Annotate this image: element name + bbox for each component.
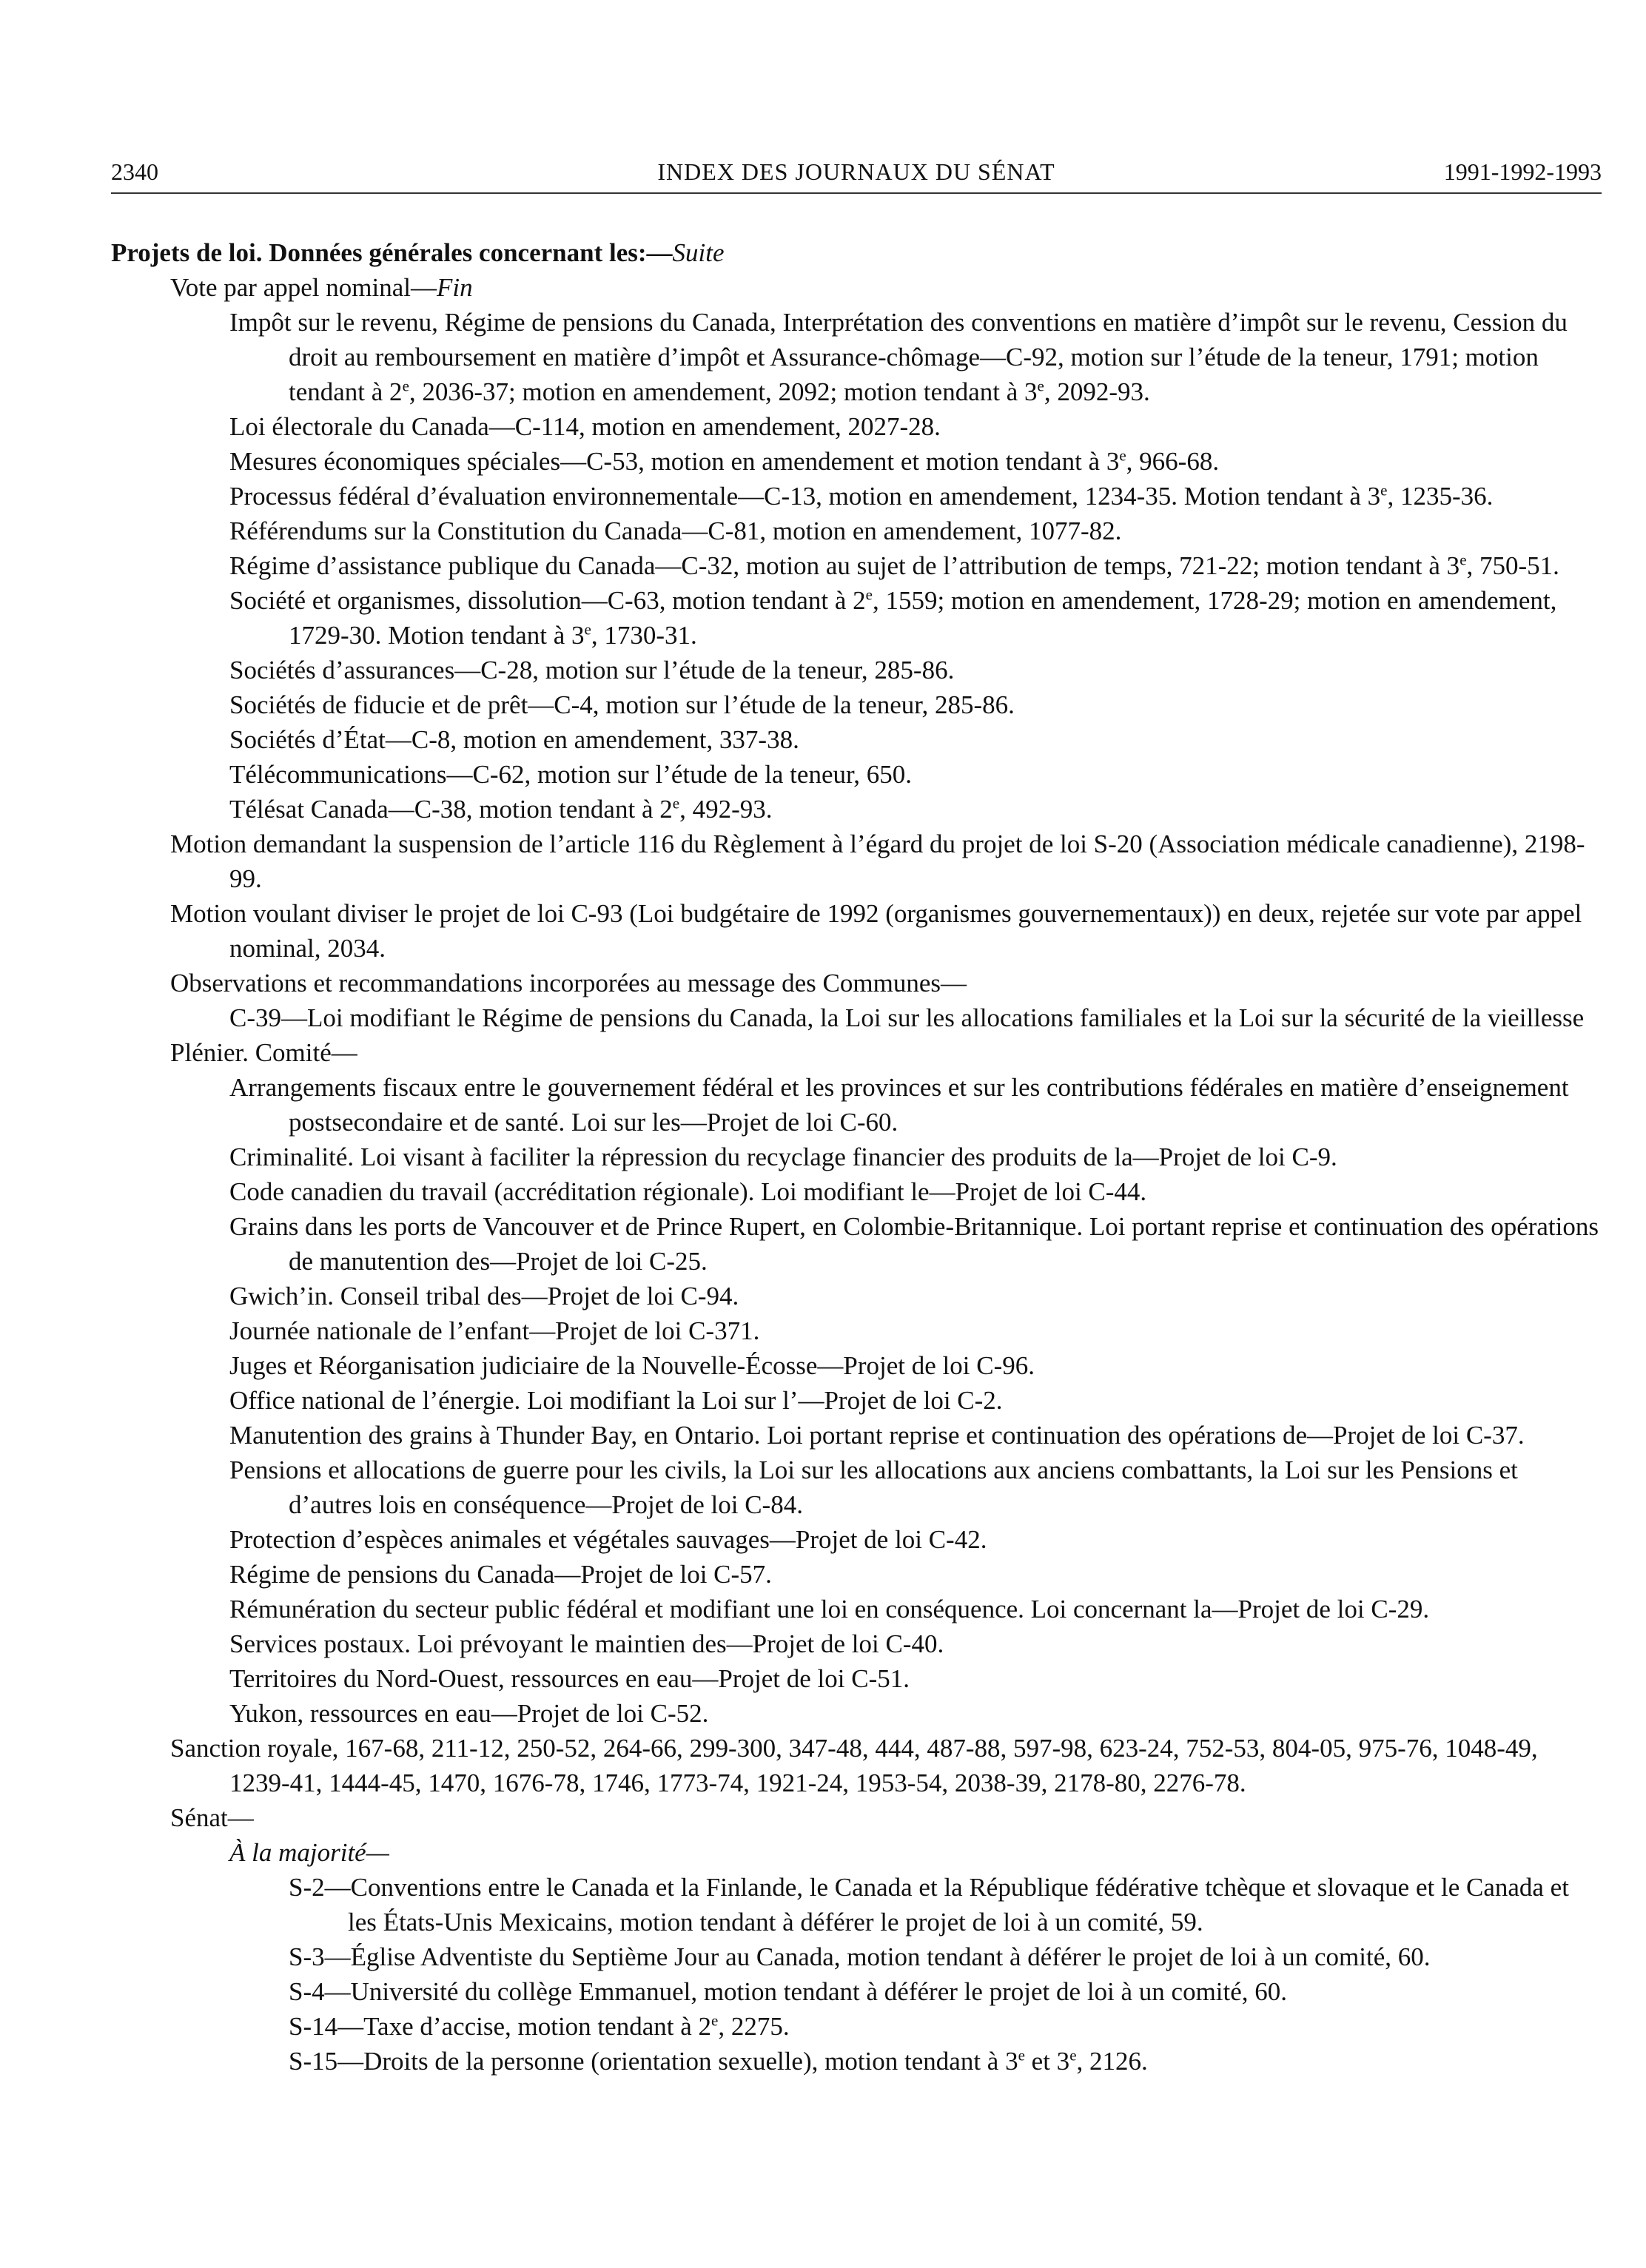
index-entry: Sociétés d’assurances—C-28, motion sur l’étude de la teneur, 285-86. [229,656,955,684]
index-entry: Code canadien du travail (accréditation régionale). Loi modifiant le—Projet de loi C-44. [229,1177,1147,1206]
index-entry: Criminalité. Loi visant à faciliter la répression du recyclage financier des produits de la—Projet de loi C-9. [229,1143,1337,1171]
index-entry: Juges et Réorganisation judiciaire de la Nouvelle-Écosse—Projet de loi C-96. [229,1351,1035,1380]
index-entry: Loi électorale du Canada—C-114, motion en amendement, 2027-28. [229,412,941,441]
index-entry: S-2—Conventions entre le Canada et la Finlande, le Canada et la République fédérative tchèque et slovaque et le Canada et les États-Unis Mexicains, motion tendant à déférer le projet de loi à un comité, 59. [289,1873,1569,1936]
index-entry: Territoires du Nord-Ouest, ressources en eau—Projet de loi C-51. [229,1664,910,1693]
index-entry: Yukon, ressources en eau—Projet de loi C-52. [229,1699,709,1728]
index-entry: S-3—Église Adventiste du Septième Jour au Canada, motion tendant à déférer le projet de loi à un comité, 60. [289,1942,1431,1971]
index-entry: Télésat Canada—C-38, motion tendant à 2e, 492-93. [229,794,773,824]
index-entry: Journée nationale de l’enfant—Projet de loi C-371. [229,1316,760,1345]
index-entry: Régime d’assistance publique du Canada—C-32, motion au sujet de l’attribution de temps, 721-22; motion tendant à 3e, 750-51. [229,551,1559,580]
index-entry: Sénat— [170,1803,254,1832]
heading-projets-de-loi: Projets de loi. Données générales concernant les:—Suite [111,238,725,267]
index-entry: Télécommunications—C-62, motion sur l’étude de la teneur, 650. [229,760,912,789]
index-entry: S-4—Université du collège Emmanuel, motion tendant à déférer le projet de loi à un comité, 60. [289,1977,1288,2006]
index-entry: Manutention des grains à Thunder Bay, en Ontario. Loi portant reprise et continuation des opérations de—Projet de loi C-37. [229,1421,1525,1450]
index-entry: Référendums sur la Constitution du Canada—C-81, motion en amendement, 1077-82. [229,516,1122,545]
page-number: 2340 [111,158,158,185]
sub-vote-appel: Vote par appel nominal—Fin [170,273,473,302]
running-title: INDEX DES JOURNAUX DU SÉNAT [657,158,1055,185]
index-entry: Grains dans les ports de Vancouver et de Prince Rupert, en Colombie-Britannique. Loi portant reprise et continuation des opérations de manutention des—Projet de loi C-25. [229,1212,1599,1276]
index-entry: Sociétés d’État—C-8, motion en amendement, 337-38. [229,725,799,754]
index-entry: Motion voulant diviser le projet de loi C-93 (Loi budgétaire de 1992 (organismes gouvernementaux)) en deux, rejetée sur vote par appel nominal, 2034. [170,899,1582,963]
index-entry: Motion demandant la suspension de l’article 116 du Règlement à l’égard du projet de loi S-20 (Association médicale canadienne), 2198-99. [170,830,1585,893]
index-entry: Sanction royale, 167-68, 211-12, 250-52, 264-66, 299-300, 347-48, 444, 487-88, 597-98, 623-24, 752-53, 804-05, 975-76, 1048-49, 1239-41, 1444-45, 1470, 1676-78, 1746, 1773-74, 1921-24, 1953-54, 2038-39, 2178-80, 2276-78. [170,1734,1538,1797]
index-entry: S-15—Droits de la personne (orientation sexuelle), motion tendant à 3e et 3e, 2126. [289,2046,1148,2076]
running-header [111,155,1602,194]
index-entry: Processus fédéral d’évaluation environnementale—C-13, motion en amendement, 1234-35. Motion tendant à 3e, 1235-36. [229,481,1494,511]
running-years: 1991-1992-1993 [1443,158,1602,185]
index-entry: Observations et recommandations incorporées au message des Communes— [170,969,967,997]
index-entry: S-14—Taxe d’accise, motion tendant à 2e, 2275. [289,2011,790,2041]
index-entry: Plénier. Comité— [170,1038,357,1067]
index-entry: Sociétés de fiducie et de prêt—C-4, motion sur l’étude de la teneur, 285-86. [229,690,1015,719]
index-entry: Société et organismes, dissolution—C-63, motion tendant à 2e, 1559; motion en amendement, 1728-29; motion en amendement, 1729-30. Motion tendant à 3e, 1730-31. [229,585,1557,650]
index-entry: Mesures économiques spéciales—C-53, motion en amendement et motion tendant à 3e, 966-68. [229,446,1220,476]
index-entry: Gwich’in. Conseil tribal des—Projet de loi C-94. [229,1282,739,1310]
index-entry: Arrangements fiscaux entre le gouvernement fédéral et les provinces et sur les contributions fédérales en matière d’enseignement postsecondaire et de santé. Loi sur les—Projet de loi C-60. [229,1073,1569,1137]
index-entry: À la majorité— [229,1838,389,1867]
index-entry: Protection d’espèces animales et végétales sauvages—Projet de loi C-42. [229,1525,987,1554]
index-body [111,235,1602,2079]
index-entry: C-39—Loi modifiant le Régime de pensions du Canada, la Loi sur les allocations familiales et la Loi sur la sécurité de la vieillesse [229,1003,1585,1032]
index-entry: Office national de l’énergie. Loi modifiant la Loi sur l’—Projet de loi C-2. [229,1386,1003,1415]
index-entry: Pensions et allocations de guerre pour les civils, la Loi sur les allocations aux anciens combattants, la Loi sur les Pensions et d’autres lois en conséquence—Projet de loi C-84. [229,1456,1518,1519]
index-entry: Régime de pensions du Canada—Projet de loi C-57. [229,1560,772,1589]
index-entry: Services postaux. Loi prévoyant le maintien des—Projet de loi C-40. [229,1629,944,1658]
index-entry: Impôt sur le revenu, Régime de pensions du Canada, Interprétation des conventions en matière d’impôt sur le revenu, Cession du droit au remboursement en matière d’impôt et Assurance-chômage—C-92, motion sur l’étude de la teneur, 1791; motion tendant à 2e, 2036-37; motion en amendement, 2092; motion tendant à 3e, 2092-93. [229,308,1568,406]
index-entry: Rémunération du secteur public fédéral et modifiant une loi en conséquence. Loi concernant la—Projet de loi C-29. [229,1595,1430,1623]
